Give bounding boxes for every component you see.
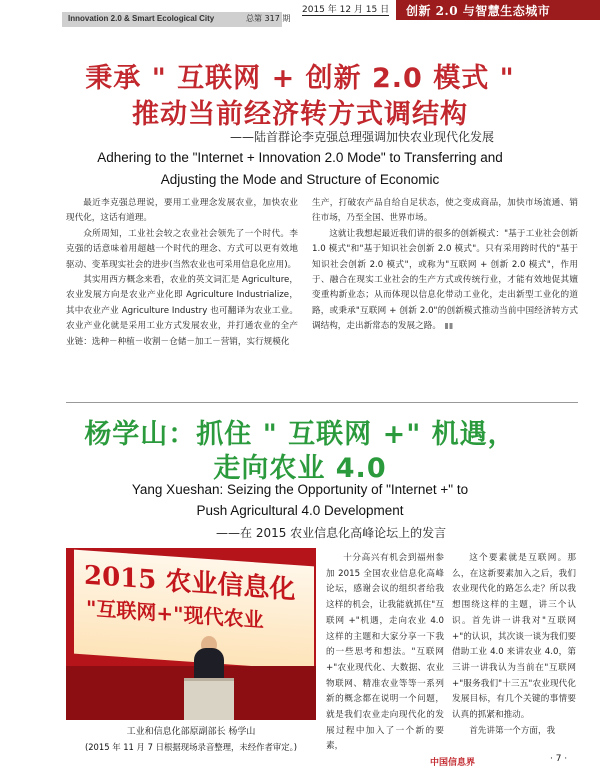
section-title: 创新 2.0 与智慧生态城市 [406,4,551,18]
article2-en-title-line2: Push Agricultural 4.0 Development [196,503,404,518]
article2-paragraph: 十分高兴有机会到福州参加 2015 全国农业信息化高峰论坛，感谢会议的组织者给我这样的机会，让我能就抓住"互联网 +"机遇，走向农业 4.0 这样的主题和大家分享一下我的一些思考和想法。"互联网 +"农业现代化、大数据、农业物联网、精准农业等等一系列新的概念都在说明一个问题，就是我们农业走向现代化的发展过程中加入了一个新的要素， [326,553,444,752]
article2-title-line1: 杨学山：抓住 " 互联网 +" 机遇， [84,419,516,450]
article2-subtitle: ——在 2015 农业信息化高峰论坛上的发言 [216,526,447,540]
issue-number: 总第 317 期 [246,14,291,23]
photo-note: (2015 年 11 月 7 日根据现场录音整理，未经作者审定。) [84,742,298,752]
article1-en-title-line1: Adhering to the "Internet + Innovation 2.0 Mode" to Transferring and [97,150,503,165]
article1-paragraph: 其实用西方概念来看，农业的英文词汇是 Agriculture，农业发展方向是农业产业化即 Agriculture Industrialize，其中农业产业 Agriculture Industry 也可翻译为农业工业。农业产业化就是采用工业方式发展农业，并打通农业的全产业链：选种－种植－收割－仓储－加工－营销，实行规模化 [66,275,298,347]
article1-paragraph: 这就让我想起最近我们讲的很多的创新模式："基于工业社会创新 1.0 模式"和"基于知识社会创新 2.0 模式"。只有采用跨时代的"基于知识社会创新 2.0 模式"，或称为"互联网 + 创新 2.0 模式"，作用于、融合在现实工业社会的生产方式或传统行业，才能有效地促其嬗变重构新业态；从而体现以信息化带动工业化，走出新型工业化的道路，或秉承"互联网 + 创新 2.0"的创新模式推动当前中国经济转方式调结构，走出新常态的发展之路。 [312,228,578,332]
page-header [0,0,600,30]
article-divider [66,402,578,403]
article2-column-1 [326,551,444,755]
article2-column-2 [452,551,576,739]
article1-paragraph: 生产，打破农产品自给自足状态，使之变成商品，加快市场流通、销往市场，乃至全国、世界市场。 [312,198,578,224]
photo-caption: 工业和信息化部原副部长 杨学山 [126,727,256,737]
magazine-logo: 中国信息界 [430,758,476,768]
article1-title-line1: 秉承 " 互联网 + 创新 2.0 模式 " [85,63,515,94]
article2-title-line2: 走向农业 4.0 [213,453,387,484]
article-end-mark-icon [445,323,455,329]
article1-title-line2: 推动当前经济转方式调结构 [132,99,468,130]
article2-paragraph: 首先讲第一个方面，我 [469,725,556,736]
article1-en-title-line2: Adjusting the Mode and Structure of Economic [160,172,440,187]
article1-subtitle: ——陆首群论李克强总理强调加快农业现代化发展 [230,130,495,144]
article1-paragraph: 众所周知，工业社会较之农业社会领先了一个时代。李克强的话意味着用超越一个时代的理念、方式可以更有效地驱动、变革现实社会的进步(当然农业也可采用信息化应用)。 [66,228,298,270]
publication-band [62,12,291,27]
banner-year-text: 2015 农业信息化 [84,560,296,606]
article2-en-title-line1: Yang Xueshan: Seizing the Opportunity of "Internet +" to [131,482,469,497]
article1-left-column [66,196,298,350]
publication-name: Innovation 2.0 & Smart Ecological City [68,14,215,23]
speaker-photo [66,548,316,720]
article1-paragraph: 最近李克强总理说，要用工业理念发展农业，加快农业现代化，这话有道理。 [66,198,298,224]
article1-right-column [312,196,578,335]
article2-paragraph: 这个要素就是互联网。那么，在这新要素加入之后，我们农业现代化的路怎么走？所以我想围绕这样的主题，讲三个认识。首先讲一讲我对"互联网 +"的认识，其次谈一谈为我们要借助工业 4.0 来讲农业 4.0，第三讲一讲我认为当前在"互联网 +"服务我们"十三五"农业现代化发展目标，有几个关键的事情要认真的抓紧和推动。 [452,553,576,721]
podium [184,678,234,720]
page-number: · 7 · [550,754,568,764]
banner-theme-text: "互联网+"现代农业 [86,595,264,633]
issue-date: 2015 年 12 月 15 日 [302,2,389,15]
section-band [396,0,600,20]
